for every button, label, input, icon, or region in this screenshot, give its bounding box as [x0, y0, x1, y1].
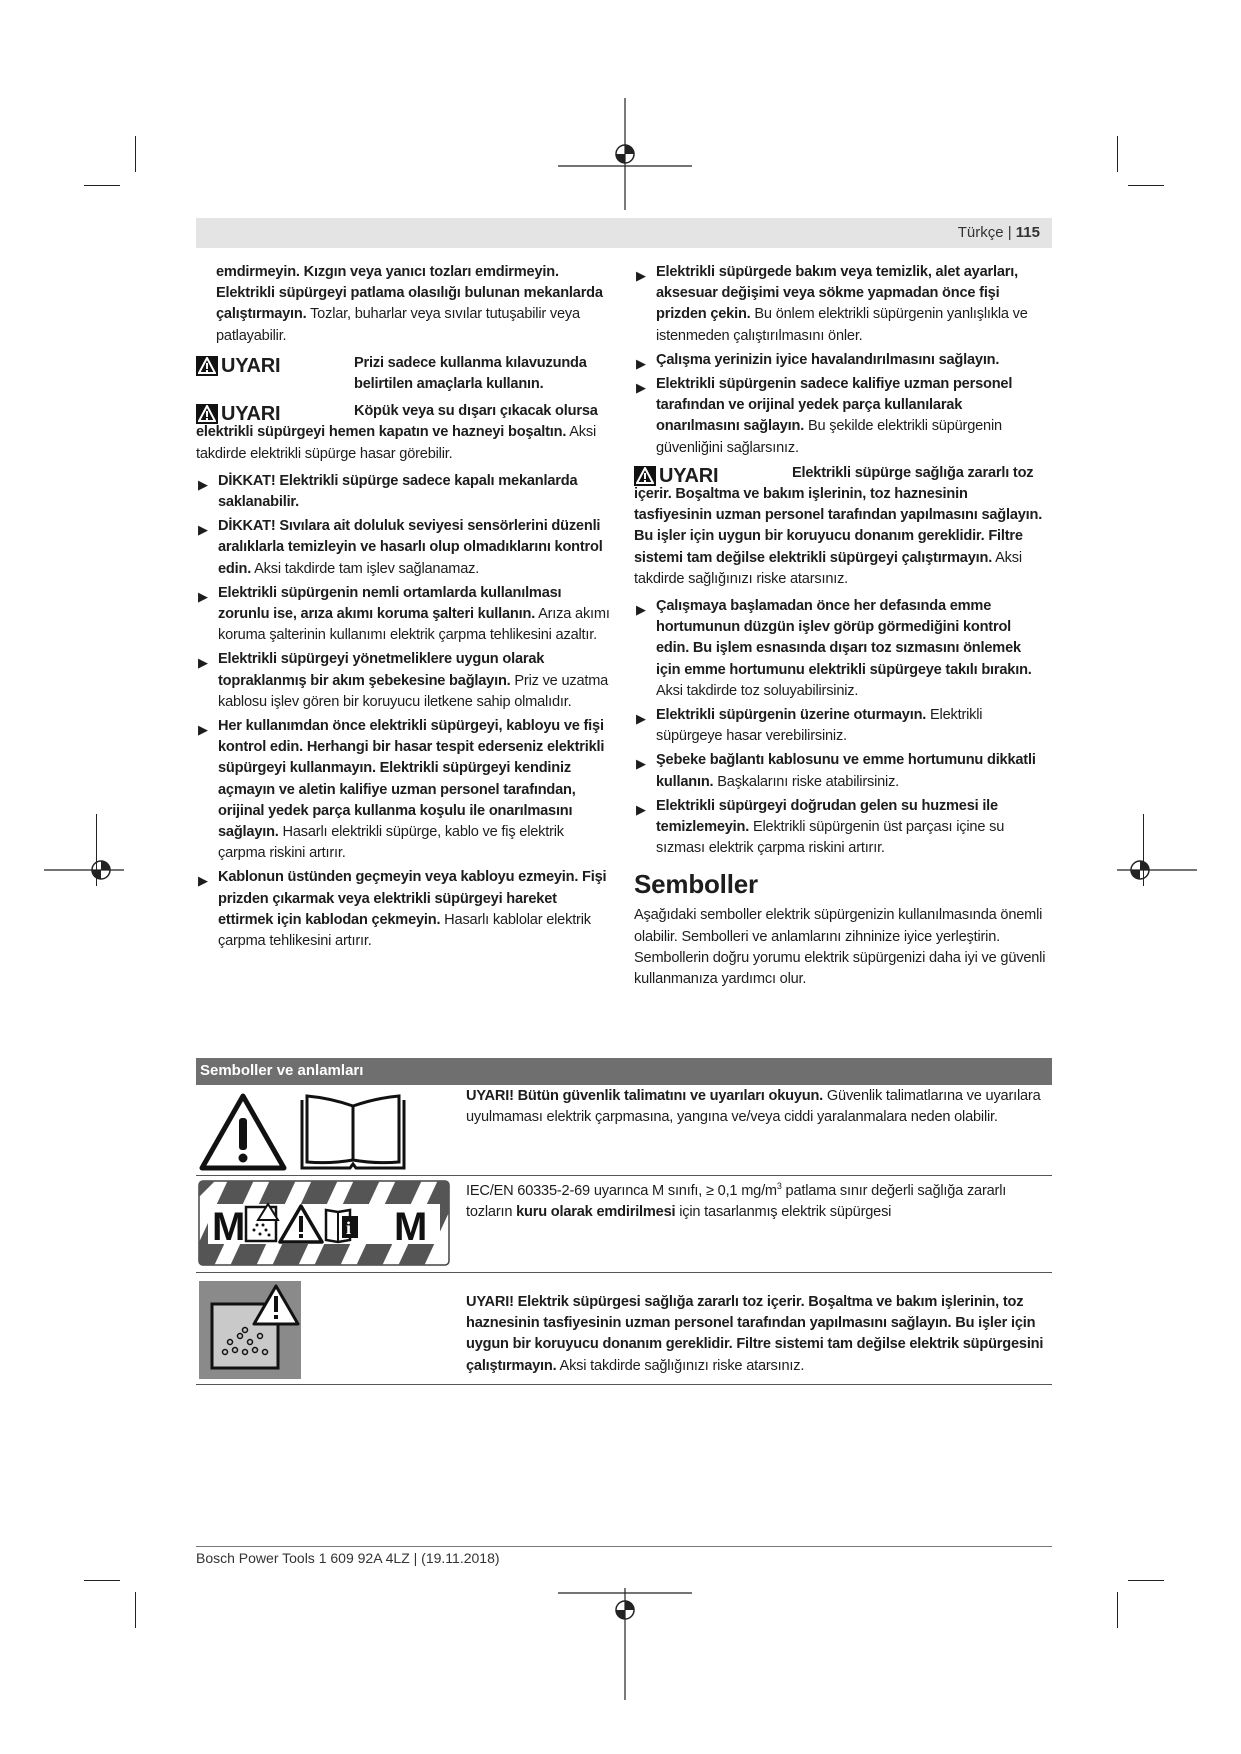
row-2-pre: IEC/EN 60335-2-69 uyarınca M sınıfı, ≥ 0,1 mg/m	[466, 1182, 777, 1199]
bullet-normal: Başkalarını riske atabilirsiniz.	[713, 773, 900, 790]
list-item	[634, 350, 1046, 371]
list-item	[196, 471, 610, 513]
table-row-divider	[196, 1272, 1052, 1273]
registration-mark-top-icon	[558, 98, 692, 210]
bullet-normal: Elektrikli süpürgenin üst parçası içine su sızması elektrik çarpma riskini artırır.	[656, 819, 1005, 857]
symbol-row-1-text	[466, 1086, 1056, 1128]
list-item	[634, 705, 1046, 747]
bullet-triangle-icon: ▶	[636, 801, 646, 817]
warning-3-bold: Elektrikli süpürge sağlığa zararlı toz içerir. Boşaltma ve bakım işlerinin, toz haznesinin tasfiyesinin uzman personel tarafından yapılmasını sağlayın. Bu işler için uygun bir koruyucu donanım gereklidir. Filtre sistemi tam değilse elektrikli süpürgeyi çalıştırmayın.	[634, 464, 1043, 566]
left-column	[196, 262, 610, 955]
bullet-bold: Çalışmaya başlamadan önce her defasında emme hortumunun düzgün işlev görüp görmediğini kontrol edin. Bu işlem esnasında dışarı toz sızmasını önlemek için emme hortumunu elektrikli süpürgeye takılı bırakın.	[656, 598, 1032, 678]
row-3-normal: Aksi takdirde sağlığınızı riske atarsınız.	[556, 1357, 805, 1374]
bullet-bold: DİKKAT! Elektrikli süpürge sadece kapalı mekanlarda saklanabilir.	[218, 472, 578, 511]
warning-triangle-icon	[198, 1092, 288, 1172]
footer-divider	[196, 1546, 1052, 1547]
bullet-triangle-icon: ▶	[198, 476, 208, 492]
warning-text-1	[354, 353, 610, 395]
warning-label	[196, 353, 280, 379]
warning-label-text: UYARI	[221, 403, 281, 426]
list-item	[196, 649, 610, 713]
header-separator: |	[1007, 224, 1012, 241]
bullet-bold: Şebeke bağlantı kablosunu ve emme hortumunu dikkatli kullanın.	[656, 752, 1036, 790]
list-item	[196, 867, 610, 952]
bullet-bold: Kablonun üstünden geçmeyin veya kabloyu ezmeyin. Fişi prizden çıkarmak veya elektrikli süpürgeyi hareket ettirmek için kablodan çekmeyin.	[218, 869, 607, 928]
bullet-bold: Çalışma yerinizin iyice havalandırılmasını sağlayın.	[656, 351, 1000, 368]
bullet-triangle-icon: ▶	[636, 756, 646, 772]
warning-label	[634, 463, 718, 489]
intro-paragraph	[196, 262, 610, 347]
warning-label	[196, 401, 280, 427]
section-intro: Aşağıdaki semboller elektrik süpürgenizin kullanılmasında önemli olabilir. Sembolleri ve anlamlarını zihninize iyice yerleştirin. Sembollerin doğru yorumu elektrik süpürgenizi daha iyi ve güvenli kullanmanıza yardımcı olur.	[634, 907, 1046, 988]
bullet-normal: Hasarlı kablolar elektrik çarpma tehlikesini artırır.	[218, 911, 591, 950]
bullet-triangle-icon: ▶	[636, 711, 646, 727]
right-column	[634, 262, 1046, 990]
bullet-triangle-icon: ▶	[198, 522, 208, 538]
registration-mark-bottom-icon	[558, 1588, 692, 1700]
row-2-mid: patlama sınır değerli sağlığa zararlı tozların	[466, 1182, 1007, 1221]
book-icon	[298, 1092, 408, 1172]
bullet-bold: Elektrikli süpürgenin nemli ortamlarda kullanılması zorunlu ise, arıza akımı koruma şalteri kullanın.	[218, 584, 562, 623]
svg-text:i: i	[346, 1218, 352, 1238]
symbols-table-title: Semboller ve anlamları	[200, 1062, 364, 1079]
bullet-bold: Elektrikli süpürgenin üzerine oturmayın.	[656, 707, 927, 724]
bullet-bold: Elektrikli süpürgenin sadece kalifiye uzman personel tarafından ve orijinal yedek parça kullanılarak onarılmasını sağlayın.	[656, 376, 1013, 435]
bullet-bold: Elektrikli süpürgeyi doğrudan gelen su huzmesi ile temizlemeyin.	[656, 797, 998, 836]
warning-2-normal: Aksi takdirde elektrikli süpürge hasar görebilir.	[196, 424, 597, 462]
intro-bold: emdirmeyin. Kızgın veya yanıcı tozları emdirmeyin. Elektrikli süpürgeyi patlama olasılığı bulunan mekanlarda çalıştırmayın.	[216, 264, 603, 323]
bullet-triangle-icon: ▶	[636, 268, 646, 283]
list-item	[634, 374, 1046, 459]
row-1-bold: UYARI! Bütün güvenlik talimatını ve uyarıları okuyun.	[466, 1088, 824, 1104]
warning-triangle-icon	[634, 466, 656, 486]
section-title: Semboller	[634, 869, 758, 900]
list-item	[634, 750, 1046, 792]
row-1-normal: Güvenlik talimatlarına ve uyarılara uyulmaması elektrik çarpmasına, yangına ve/veya ciddi yaralanmalara neden olabilir.	[466, 1088, 1041, 1126]
m-class-letter-left: M	[212, 1205, 246, 1249]
footer: Bosch Power Tools 1 609 92A 4LZ | (19.11.2018)	[196, 1550, 500, 1566]
bullet-triangle-icon: ▶	[636, 380, 646, 396]
warning-label-text: UYARI	[221, 354, 281, 377]
intro-normal: Tozlar, buharlar veya sıvılar tutuşabilir veya patlayabilir.	[216, 306, 580, 344]
bullet-bold: Elektrikli süpürgede bakım veya temizlik, alet ayarları, aksesuar değişimi veya sökme yapmadan önce fişi prizden çekin.	[656, 264, 1018, 323]
header-language: Türkçe	[957, 224, 1004, 241]
bullet-normal: Elektrikli süpürgeye hasar verebilirsiniz.	[656, 707, 983, 745]
row-2-post: için tasarlanmış elektrik süpürgesi	[675, 1204, 892, 1221]
bullet-triangle-icon: ▶	[198, 873, 208, 889]
bullet-bold: Her kullanımdan önce elektrikli süpürgeyi, kabloyu ve fişi kontrol edin. Herhangi bir hasar tespit ederseniz elektrikli süpürgeyi kullanmayın. Elektrikli süpürgeyi kendiniz açmayın ve aletin kalifiye uzman personel tarafından, orijinal yedek parça kullanma koşulu ile onarılmasını sağlayın.	[218, 718, 605, 841]
page-number-label	[958, 224, 1040, 241]
list-item	[634, 596, 1046, 702]
bullet-triangle-icon: ▶	[636, 602, 646, 618]
list-item	[634, 796, 1046, 860]
warning-label-text: UYARI	[659, 464, 719, 487]
bullet-normal: Priz ve uzatma kablosu işlev gören bir koruyucu iletkene sahip olmalıdır.	[218, 672, 609, 710]
bullet-bold: DİKKAT! Sıvılara ait doluluk seviyesi sensörlerini düzenli aralıklarla temizleyin ve hasarlı olup olmadıklarını kontrol edin.	[218, 518, 603, 577]
row-2-bold: kuru olarak emdirilmesi	[516, 1204, 676, 1221]
warning-2-bold: Köpük veya su dışarı çıkacak olursa elektrikli süpürgeyi hemen kapatın ve hazneyi boşaltın.	[196, 403, 598, 441]
bullet-normal: Bu önlem elektrikli süpürgenin yanlışlıkla ve istenmeden çalıştırılmasını önler.	[656, 306, 1028, 344]
registration-mark-right-icon	[1117, 850, 1197, 890]
warning-3-normal: Aksi takdirde sağlığınızı riske atarsınız.	[634, 549, 1022, 587]
bullet-normal: Aksi takdirde tam işlev sağlanamaz.	[251, 560, 480, 577]
bullet-normal: Aksi takdirde toz soluyabilirsiniz.	[656, 682, 859, 699]
hazardous-dust-icon	[198, 1280, 302, 1380]
bullet-normal: Bu şekilde elektrikli süpürgenin güvenliğini sağlarsınız.	[656, 418, 1002, 456]
list-item	[196, 516, 610, 580]
bullet-bold: Elektrikli süpürgeyi yönetmeliklere uygun olarak topraklanmış bir akım şebekesine bağlayın.	[218, 651, 545, 689]
symbol-row-3-text	[466, 1292, 1056, 1377]
symbols-table-header	[196, 1058, 1052, 1085]
m-class-label-icon	[198, 1180, 450, 1266]
symbol-row-2-text	[466, 1176, 1056, 1223]
bullet-triangle-icon: ▶	[198, 722, 208, 738]
warning-triangle-icon	[196, 356, 218, 376]
registration-mark-left-icon	[44, 850, 124, 890]
list-item	[196, 716, 610, 864]
warning-triangle-icon	[196, 404, 218, 424]
header-page-number: 115	[1015, 224, 1040, 241]
bullet-triangle-icon: ▶	[636, 355, 646, 371]
warning-block-1	[196, 353, 610, 395]
row-3-bold: UYARI! Elektrik süpürgesi sağlığa zararlı toz içerir. Boşaltma ve bakım işlerinin, toz haznesinin tasfiyesinin uzman personel tarafından yapılmasını sağlayın. Bu işler için uygun bir koruyucu donanım gereklidir. Filtre sistemi tam değilse elektrik süpürgesini çalıştırmayın.	[466, 1294, 1044, 1374]
row-2-sup: 3	[776, 1181, 782, 1191]
warning-block-3	[634, 463, 1046, 590]
bullet-normal: Arıza akımı koruma şalterinin kullanımı elektrik çarpma tehlikesini azaltır.	[218, 606, 610, 644]
warning-1-bold: Prizi sadece kullanma kılavuzunda belirtilen amaçlarla kullanın.	[354, 354, 587, 393]
page-header	[196, 218, 1052, 248]
list-item	[634, 262, 1046, 347]
warning-block-2	[196, 401, 610, 465]
bullet-triangle-icon: ▶	[198, 655, 208, 671]
list-item	[196, 583, 610, 647]
bullet-triangle-icon: ▶	[198, 588, 208, 604]
table-row-divider	[196, 1384, 1052, 1385]
bullet-normal: Hasarlı elektrikli süpürge, kablo ve fiş elektrik çarpma riskini artırır.	[218, 824, 564, 862]
m-class-letter-right: M	[394, 1205, 428, 1249]
